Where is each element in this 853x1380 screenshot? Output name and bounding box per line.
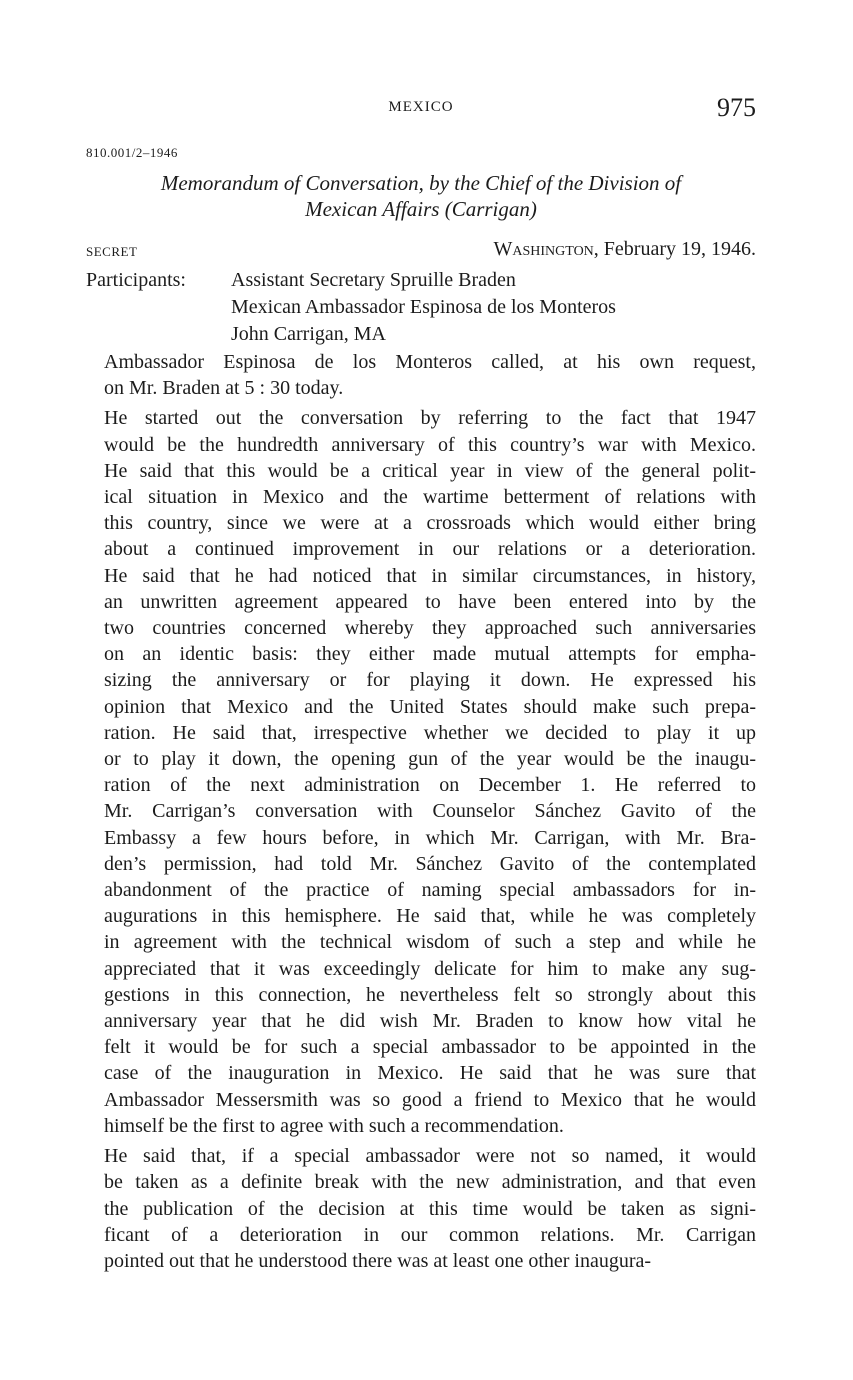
text-line: would be the hundredth anniversary of this country’s war with Mexico. [104,433,756,456]
text-line: gestions in this connection, he nevertheless felt so strongly about this [104,983,756,1006]
text-line: anniversary year that he did wish Mr. Braden to know how vital he [104,1010,756,1033]
text-line: the publication of the decision at this time would be taken as signi- [104,1197,756,1220]
text-line: appreciated that it was exceedingly delicate for him to make any sug- [104,957,756,980]
text-line: two countries concerned whereby they approached such anniversaries [104,617,756,640]
title-line: Memorandum of Conversation, by the Chief of the Division of [160,171,682,195]
file-number: 810.001/2–1946 [86,145,178,160]
date: February 19, 1946. [603,238,756,260]
text-line: himself be the first to agree with such a recommendation. [104,1114,564,1137]
participant-name: John Carrigan, MA [231,323,386,345]
text-line: case of the inauguration in Mexico. He said that he was sure that [104,1062,756,1085]
text-line: be taken as a definite break with the new administration, and that even [104,1171,756,1194]
text-line: Ambassador Messersmith was so good a friend to Mexico that he would [104,1088,756,1111]
text-line: in agreement with the technical wisdom of such a step and while he [104,931,756,954]
text-line: this country, since we were at a crossroads which would either bring [104,512,756,535]
place-date [494,238,757,261]
classification-marking: SECRET [86,244,138,259]
running-title: MEXICO [388,99,454,115]
title-line: Mexican Affairs (Carrigan) [305,197,537,221]
participant-name: Assistant Secretary Spruille Braden [231,269,516,291]
text-line: He said that, if a special ambassador were not so named, it would [104,1145,756,1168]
participant-name: Mexican Ambassador Espinosa de los Monteros [231,296,616,318]
text-line: opinion that Mexico and the United States should make such prepa- [104,695,756,718]
paragraph [86,1143,756,1274]
text-line: sizing the anniversary or for playing it down. He expressed his [104,669,756,692]
text-line: on Mr. Braden at 5 : 30 today. [104,377,344,400]
paragraph [86,349,756,401]
text-line: felt it would be for such a special ambassador to be appointed in the [104,1036,756,1059]
text-line: He said that he had noticed that in similar circumstances, in history, [104,564,756,587]
paragraph [86,405,756,1139]
text-line: on an identic basis: they either made mutual attempts for empha- [104,643,756,666]
text-line: Mr. Carrigan’s conversation with Counselor Sánchez Gavito of the [104,800,756,823]
text-line: Embassy a few hours before, in which Mr. Carrigan, with Mr. Bra- [104,826,756,849]
text-line: about a continued improvement in our relations or a deterioration. [104,538,756,561]
text-line: He started out the conversation by referring to the fact that 1947 [104,407,756,430]
document-title [86,170,756,222]
text-line: ration. He said that, irrespective whether we decided to play it up [104,721,756,744]
memorandum-body [86,349,756,1278]
page-number: 975 [717,93,756,122]
text-line: or to play it down, the opening gun of the year would be the inaugu- [104,748,756,771]
text-line: abandonment of the practice of naming special ambassadors for in- [104,879,756,902]
text-line: ficant of a deterioration in our common relations. Mr. Carrigan [104,1223,756,1246]
text-line: augurations in this hemisphere. He said that, while he was completely [104,905,756,928]
place: Washington, [493,238,599,260]
text-line: He said that this would be a critical year in view of the general polit- [104,459,756,482]
text-line: ical situation in Mexico and the wartime betterment of relations with [104,486,756,509]
text-line: ration of the next administration on December 1. He referred to [104,774,756,797]
participants-label: Participants: [86,269,186,291]
running-head [86,93,756,127]
text-line: pointed out that he understood there was at least one other inaugura- [104,1249,652,1272]
text-line: Ambassador Espinosa de los Monteros called, at his own request, [104,351,756,373]
participants-list [231,267,616,348]
text-line: an unwritten agreement appeared to have been entered into by the [104,590,756,613]
dateline [86,238,756,266]
text-line: den’s permission, had told Mr. Sánchez Gavito of the contemplated [104,852,756,875]
